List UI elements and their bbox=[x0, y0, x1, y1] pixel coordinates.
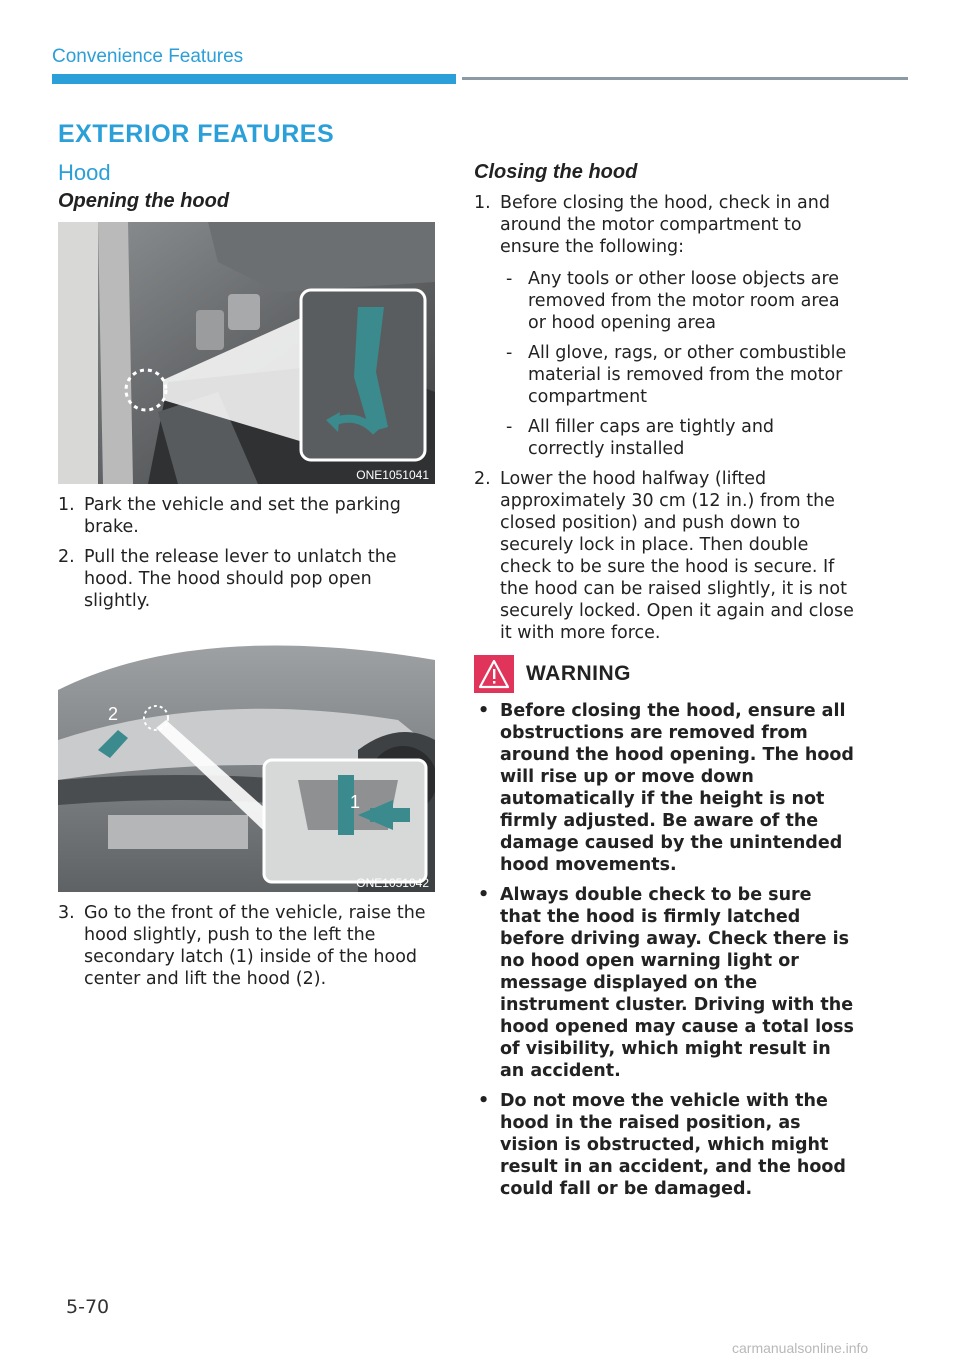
hood-front-image bbox=[58, 630, 435, 892]
opening-step3-list bbox=[58, 902, 438, 998]
dash-marker: - bbox=[506, 417, 513, 437]
checklist bbox=[500, 268, 854, 460]
list-item bbox=[500, 416, 854, 460]
section-subtitle: Hood bbox=[58, 160, 111, 185]
warning-text: Before closing the hood, ensure all obstructions are removed from around the hood opening. The hood will rise up or move down automatically if the height is not firmly adjusted. Be aware of the damage caused by the unintended hood movements. bbox=[500, 701, 854, 875]
callout-label-1: 1 bbox=[350, 792, 361, 812]
bullet-marker: • bbox=[478, 701, 490, 721]
step-text: Lower the hood halfway (lifted approximately 30 cm (12 in.) from the closed position) and push down to securely lock in place. Then double check to be sure the hood is secure. If the hood can be raised slightly, it is not securely locked. Open it again and close it with more force. bbox=[500, 469, 854, 643]
substep-text: All glove, rags, or other combustible material is removed from the motor compartment bbox=[528, 343, 847, 407]
step-number: 2. bbox=[474, 469, 491, 489]
warning-list bbox=[474, 700, 854, 1208]
list-item bbox=[474, 700, 854, 876]
step-number: 1. bbox=[58, 495, 75, 515]
section-title: Convenience Features bbox=[52, 46, 244, 67]
figure-code: ONE1051041 bbox=[356, 468, 429, 482]
warning-triangle-icon bbox=[474, 655, 514, 693]
interior-footwell-image bbox=[58, 222, 435, 484]
watermark: carmanualsonline.info bbox=[732, 1340, 869, 1356]
callout-label-2: 2 bbox=[108, 704, 119, 724]
list-item bbox=[474, 1090, 854, 1200]
step-text: Pull the release lever to unlatch the hood. The hood should pop open slightly. bbox=[84, 547, 397, 611]
page-title: EXTERIOR FEATURES bbox=[58, 120, 335, 148]
substep-text: Any tools or other loose objects are removed from the motor room area or hood opening area bbox=[528, 269, 840, 333]
bullet-marker: • bbox=[478, 885, 490, 905]
opening-steps-list bbox=[58, 494, 438, 620]
dash-marker: - bbox=[506, 269, 513, 289]
step-text: Go to the front of the vehicle, raise the hood slightly, push to the left the secondary latch (1) inside of the hood center and lift the hood (2). bbox=[84, 903, 426, 989]
list-item bbox=[58, 902, 438, 990]
opening-hood-heading: Opening the hood bbox=[58, 190, 230, 212]
list-item bbox=[58, 494, 438, 538]
list-item bbox=[500, 268, 854, 334]
step-number: 2. bbox=[58, 547, 75, 567]
list-item bbox=[474, 192, 854, 460]
list-item bbox=[474, 884, 854, 1082]
step-number: 1. bbox=[474, 193, 491, 213]
step-text: Before closing the hood, check in and around the motor compartment to ensure the following: bbox=[500, 193, 830, 257]
warning-text: Do not move the vehicle with the hood in the raised position, as vision is obstructed, which might result in an accident, and the hood could fall or be damaged. bbox=[500, 1091, 846, 1199]
list-item bbox=[474, 468, 854, 644]
closing-hood-heading: Closing the hood bbox=[474, 161, 638, 183]
page-number: 5-70 bbox=[66, 1296, 110, 1318]
header-rule bbox=[462, 77, 908, 80]
warning-text: Always double check to be sure that the hood is firmly latched before driving away. Check there is no hood open warning light or message displayed on the instrument cluster. Driving with the hood opened may cause a total loss of visibility, which might result in an accident. bbox=[500, 885, 854, 1081]
step-number: 3. bbox=[58, 903, 75, 923]
step-text: Park the vehicle and set the parking brake. bbox=[84, 495, 401, 537]
substep-text: All filler caps are tightly and correctly installed bbox=[528, 417, 775, 459]
list-item bbox=[500, 342, 854, 408]
hood-release-lever-illustration bbox=[58, 222, 435, 484]
warning-title: WARNING bbox=[526, 662, 631, 685]
closing-steps-list bbox=[474, 192, 854, 652]
header-accent-bar bbox=[52, 74, 456, 84]
dash-marker: - bbox=[506, 343, 513, 363]
figure-code: ONE1051042 bbox=[356, 876, 429, 890]
warning-header bbox=[474, 655, 631, 693]
list-item bbox=[58, 546, 438, 612]
secondary-latch-illustration bbox=[58, 630, 435, 892]
bullet-marker: • bbox=[478, 1091, 490, 1111]
